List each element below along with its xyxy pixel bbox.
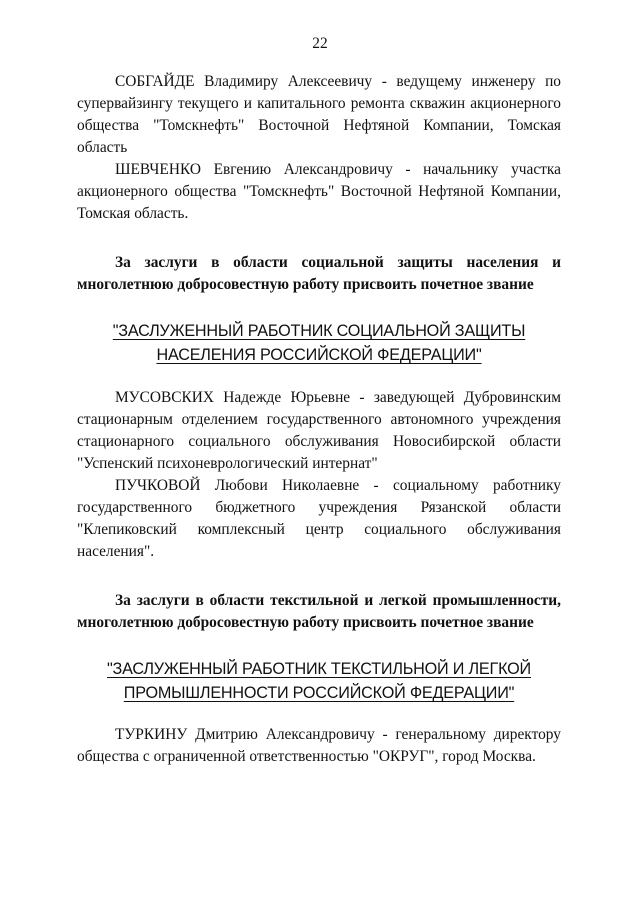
award-paragraph: ТУРКИНУ Дмитрию Александровичу - генеральному директору общества с ограниченной ответственностью "ОКРУГ", город Москва. — [77, 726, 561, 765]
page-number: 22 — [312, 35, 328, 52]
honorary-title-line: НАСЕЛЕНИЯ РОССИЙСКОЙ ФЕДЕРАЦИИ" — [156, 346, 482, 364]
award-paragraph: МУСОВСКИХ Надежде Юрьевне - заведующей Дубровинским стационарным отделением государственного автономного учреждения стационарного социального обслуживания Новосибирской области "Успенский психоневрологический интернат" — [77, 389, 561, 472]
spacer — [77, 634, 561, 657]
award-paragraph: ПУЧКОВОЙ Любови Николаевне - социальному работнику государственного бюджетного учреждения Рязанской области "Клепиковский комплексный центр социального обслуживания населения". — [77, 477, 561, 560]
decree-text: За заслуги в области социальной защиты населения и многолетнюю добросовестную работу присвоить почетное звание — [77, 254, 561, 293]
honorary-title-line: "ЗАСЛУЖЕННЫЙ РАБОТНИК СОЦИАЛЬНОЙ ЗАЩИТЫ — [112, 322, 526, 340]
honorary-title-line: "ЗАСЛУЖЕННЫЙ РАБОТНИК ТЕКСТИЛЬНОЙ И ЛЕГКОЙ — [107, 660, 531, 678]
spacer — [77, 563, 561, 590]
document-body — [77, 71, 561, 768]
honorary-title — [77, 319, 561, 367]
spacer — [77, 296, 561, 319]
award-paragraph: СОБГАЙДЕ Владимиру Алексеевичу - ведущему инженеру по супервайзингу текущего и капитального ремонта скважин акционерного общества "Томскнефть" Восточной Нефтяной Компании, Томская область — [77, 73, 561, 156]
decree-text: За заслуги в области текстильной и легкой промышленности, многолетнюю добросовестную работу присвоить почетное звание — [77, 592, 561, 631]
honorary-title — [77, 657, 561, 705]
honorary-title-line: ПРОМЫШЛЕННОСТИ РОССИЙСКОЙ ФЕДЕРАЦИИ" — [123, 684, 515, 702]
spacer — [77, 225, 561, 252]
award-paragraph: ШЕВЧЕНКО Евгению Александровичу - начальнику участка акционерного общества "Томскнефть" Восточной Нефтяной Компании, Томская область. — [77, 161, 561, 222]
spacer — [77, 705, 561, 724]
spacer — [77, 367, 561, 387]
